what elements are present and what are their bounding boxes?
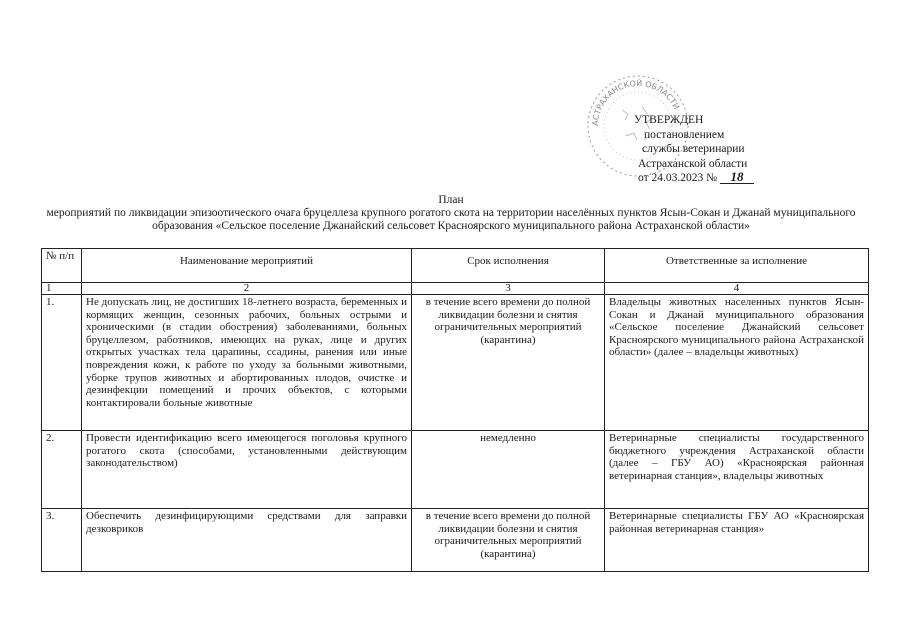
document-heading: [46, 194, 856, 234]
seal-text: АСТРАХАНСКОЙ ОБЛАСТИ: [590, 78, 682, 127]
approval-number: 18: [720, 171, 754, 184]
plan-table: [41, 248, 869, 572]
row-action: Не допускать лиц, не достигших 18-летнего возраста, беременных и кормящих женщин, сезонных рабочих, больных острыми и хроническими (в стадии обострения) заболеваниями, больных бруцеллезом, работников, имеющих на руках, лице и других открытых участках тела царапины, ссадины, ранения или иные повреждения кожи, к работе по уходу за больными животными, уборке трупов животных и абортированных плодов, очистке и дезинфекции помещений и прочих объектов, с которыми контактировали больные животные: [82, 295, 412, 431]
approval-date: от 24.03.2023 №: [638, 172, 718, 185]
row-responsible: Владельцы животных населенных пунктов Ясын-Сокан и Джанай муниципального образования «Сельское поселение Джанайский сельсовет Красноярского муниципального района Астраханской области» (далее – владельцы животных): [605, 295, 869, 431]
column-header-number: № п/п: [42, 249, 82, 283]
table-row: [42, 431, 869, 509]
column-header-deadline: Срок исполнения: [412, 249, 605, 283]
row-deadline: немедленно: [412, 431, 605, 509]
plan-title: План: [438, 194, 464, 206]
plan-subtitle: мероприятий по ликвидации эпизоотического очага бруцеллеза крупного рогатого скота на территории населённых пунктов Ясын-Сокан и Джанай муниципального образования «Сельское поселение Джанайский сельсовет Красноярского муниципального района Астраханской области»: [46, 207, 856, 233]
table-row: [42, 295, 869, 431]
table-header-row: [42, 249, 869, 283]
row-number: 2.: [42, 431, 82, 509]
row-responsible: Ветеринарные специалисты государственного бюджетного учреждения Астраханской области (далее – ГБУ АО) «Красноярская районная ветеринарная станция», владельцы животных: [605, 431, 869, 509]
row-number: 1.: [42, 295, 82, 431]
approval-line: Астраханской области: [638, 157, 748, 170]
column-index: 1: [42, 283, 82, 295]
column-index: 4: [605, 283, 869, 295]
row-deadline: в течение всего времени до полной ликвидации болезни и снятия ограничительных мероприятий (карантина): [412, 295, 605, 431]
table-row: [42, 509, 869, 572]
column-index-row: [42, 283, 869, 295]
approval-line: постановлением: [644, 128, 725, 141]
approval-line: службы ветеринарии: [642, 143, 745, 156]
column-index: 2: [82, 283, 412, 295]
approval-block: [628, 113, 828, 186]
column-index: 3: [412, 283, 605, 295]
column-header-responsible: Ответственные за исполнение: [605, 249, 869, 283]
approval-date-line: [628, 171, 828, 186]
row-responsible: Ветеринарные специалисты ГБУ АО «Красноярская районная ветеринарная станция»: [605, 509, 869, 572]
column-header-action: Наименование мероприятий: [82, 249, 412, 283]
row-action: Провести идентификацию всего имеющегося поголовья крупного рогатого скота (способами, установленными действующим законодательством): [82, 431, 412, 509]
row-number: 3.: [42, 509, 82, 572]
row-deadline: в течение всего времени до полной ликвидации болезни и снятия ограничительных мероприятий (карантина): [412, 509, 605, 572]
approval-status: УТВЕРЖДЕН: [634, 114, 704, 126]
row-action: Обеспечить дезинфицирующими средствами для заправки дезковриков: [82, 509, 412, 572]
